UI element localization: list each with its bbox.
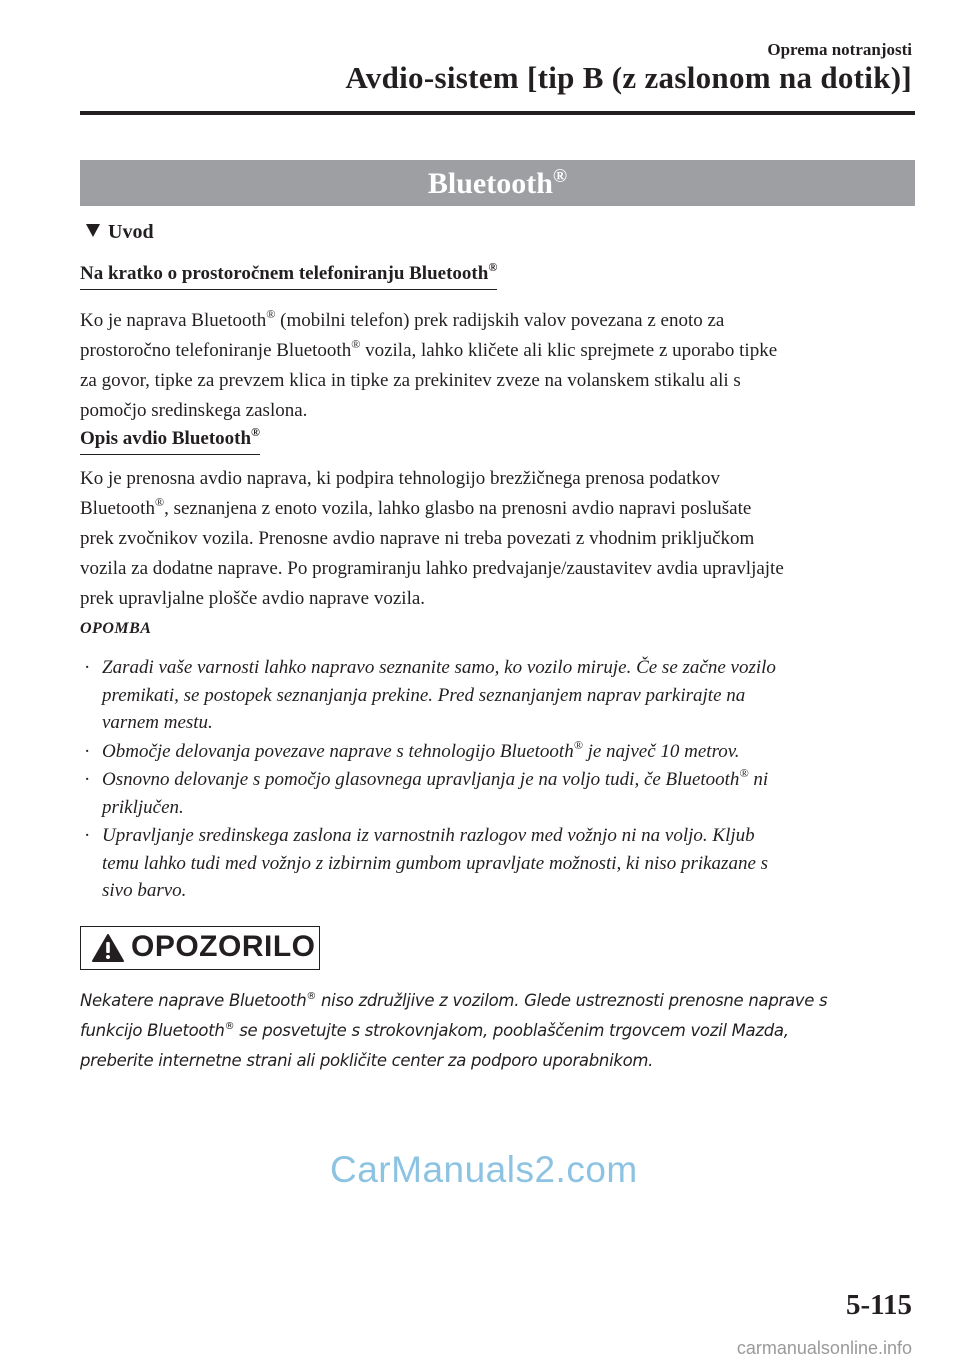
text-segment: Območje delovanja povezave naprave s tehnologijo Bluetooth (102, 740, 574, 762)
topic-heading-text: Opis avdio Bluetooth (80, 428, 252, 449)
text-segment: Zaradi vaše varnosti lahko napravo seznanite samo, ko vozilo miruje. Če se začne vozilo (102, 657, 776, 678)
text-line (80, 464, 920, 494)
footer-watermark: carmanualsonline.info (736, 1338, 912, 1358)
text-segment: Ko je naprava Bluetooth (80, 310, 267, 331)
registered-mark: ® (224, 1021, 235, 1032)
text-line (102, 822, 920, 850)
bullet-icon: · (84, 657, 91, 678)
text-line (80, 366, 920, 396)
note-item (80, 822, 920, 905)
section-title: Bluetooth (427, 167, 553, 200)
text-segment: premikati, se postopek seznanjanja prekine. Pred seznanjanjem naprav parkirajte na (102, 684, 746, 706)
warning-triangle-icon (91, 933, 125, 963)
text-line (102, 738, 920, 766)
topic-heading-handsfree (80, 260, 498, 290)
page-number: 5-115 (845, 1289, 912, 1321)
registered-mark: ® (351, 337, 361, 351)
text-line (102, 850, 920, 878)
text-segment: prek upravljalne plošče avdio naprave vozila. (80, 588, 426, 609)
topic-heading-text: Na kratko o prostoročnem telefoniranju Bluetooth (80, 263, 489, 284)
chapter-title: Oprema notranjosti (767, 40, 912, 59)
text-line (102, 709, 920, 737)
text-segment: temu lahko tudi med vožnjo z izbirnim gumbom upravljate možnosti, ki niso prikazane s (102, 852, 769, 874)
text-line (102, 682, 920, 710)
text-segment: varnem mestu. (102, 712, 213, 733)
text-segment: (mobilni telefon) prek radijskih valov povezana z enoto za (275, 310, 725, 331)
registered-mark: ® (266, 307, 276, 321)
warning-label: OPOZORILO (131, 930, 316, 963)
text-line (80, 524, 920, 554)
page-title: Avdio-sistem [tip B (z zaslonom na dotik)] (345, 60, 912, 95)
text-segment: priključen. (102, 796, 184, 818)
text-segment: prostoročno telefoniranje Bluetooth (80, 340, 352, 361)
warning-box (80, 926, 320, 970)
text-segment: vozila za dodatne naprave. Po programiranju lahko predvajanje/zaustavitev avdia upravljajte (80, 558, 784, 579)
text-segment: je največ 10 metrov. (582, 740, 740, 762)
text-line (80, 554, 920, 584)
registered-mark: ® (573, 737, 583, 752)
text-line (102, 654, 920, 682)
paragraph-handsfree (80, 306, 920, 426)
note-item (80, 766, 920, 821)
text-line (102, 877, 920, 905)
text-segment: Upravljanje sredinskega zaslona iz varnostnih razlogov med vožnjo ni na voljo. Kljub (102, 825, 755, 846)
registered-mark: ® (552, 166, 568, 187)
paragraph-audio (80, 464, 920, 614)
header-divider (80, 111, 915, 115)
text-segment: prek zvočnikov vozila. Prenosne avdio naprave ni treba povezati z vhodnim priključkom (80, 528, 755, 549)
registered-mark: ® (154, 495, 165, 509)
warning-text (80, 986, 920, 1076)
text-line (80, 306, 920, 336)
text-segment: Bluetooth (80, 498, 155, 519)
text-segment: Osnovno delovanje s pomočjo glasovnega upravljanja je na voljo tudi, če Bluetooth (102, 769, 740, 790)
bullet-icon: · (84, 740, 91, 762)
note-label: OPOMBA (80, 620, 152, 637)
subsection-heading-text: Uvod (108, 221, 154, 243)
text-line (80, 1046, 920, 1076)
text-line (80, 396, 920, 426)
text-segment: Nekatere naprave Bluetooth (80, 991, 307, 1010)
text-segment: sivo barvo. (102, 880, 187, 901)
text-segment: za govor, tipke za prevzem klica in tipke za prekinitev zveze na volanskem stikalu ali s (80, 370, 741, 391)
text-segment: se posvetujte s strokovnjakom, pooblaščenim trgovcem vozil Mazda, (234, 1021, 789, 1040)
text-line (102, 766, 920, 794)
text-line (102, 794, 920, 822)
text-line (80, 584, 920, 614)
registered-mark: ® (739, 766, 749, 780)
watermark: CarManuals2.com (330, 1149, 638, 1190)
text-segment: preberite internetne strani ali pokličite center za podporo uporabnikom. (80, 1051, 654, 1070)
triangle-down-icon (86, 224, 100, 237)
note-item (80, 654, 920, 737)
text-segment: vozila, lahko kličete ali klic sprejmete z uporabo tipke (360, 340, 778, 361)
text-segment: niso združljive z vozilom. Glede ustreznosti prenosne naprave s (316, 991, 828, 1010)
text-segment: funkcijo Bluetooth (80, 1021, 225, 1040)
note-item (80, 738, 920, 766)
subsection-heading (86, 221, 154, 244)
text-segment: , seznanjena z enoto vozila, lahko glasbo na prenosni avdio napravi poslušate (164, 498, 752, 519)
bullet-icon: · (84, 825, 91, 846)
note-list (80, 654, 920, 906)
text-line (80, 494, 920, 524)
text-segment: Ko je prenosna avdio naprava, ki podpira tehnologijo brezžičnega prenosa podatkov (80, 468, 720, 489)
text-segment: pomočjo sredinskega zaslona. (80, 400, 308, 421)
topic-heading-audio (80, 425, 261, 455)
registered-mark: ® (488, 260, 498, 274)
text-line (80, 1016, 920, 1046)
section-banner (80, 160, 915, 206)
text-segment: ni (748, 769, 769, 790)
text-line (80, 336, 920, 366)
text-line (80, 986, 920, 1016)
registered-mark: ® (306, 991, 317, 1002)
registered-mark: ® (251, 425, 261, 439)
bullet-icon: · (84, 769, 91, 790)
